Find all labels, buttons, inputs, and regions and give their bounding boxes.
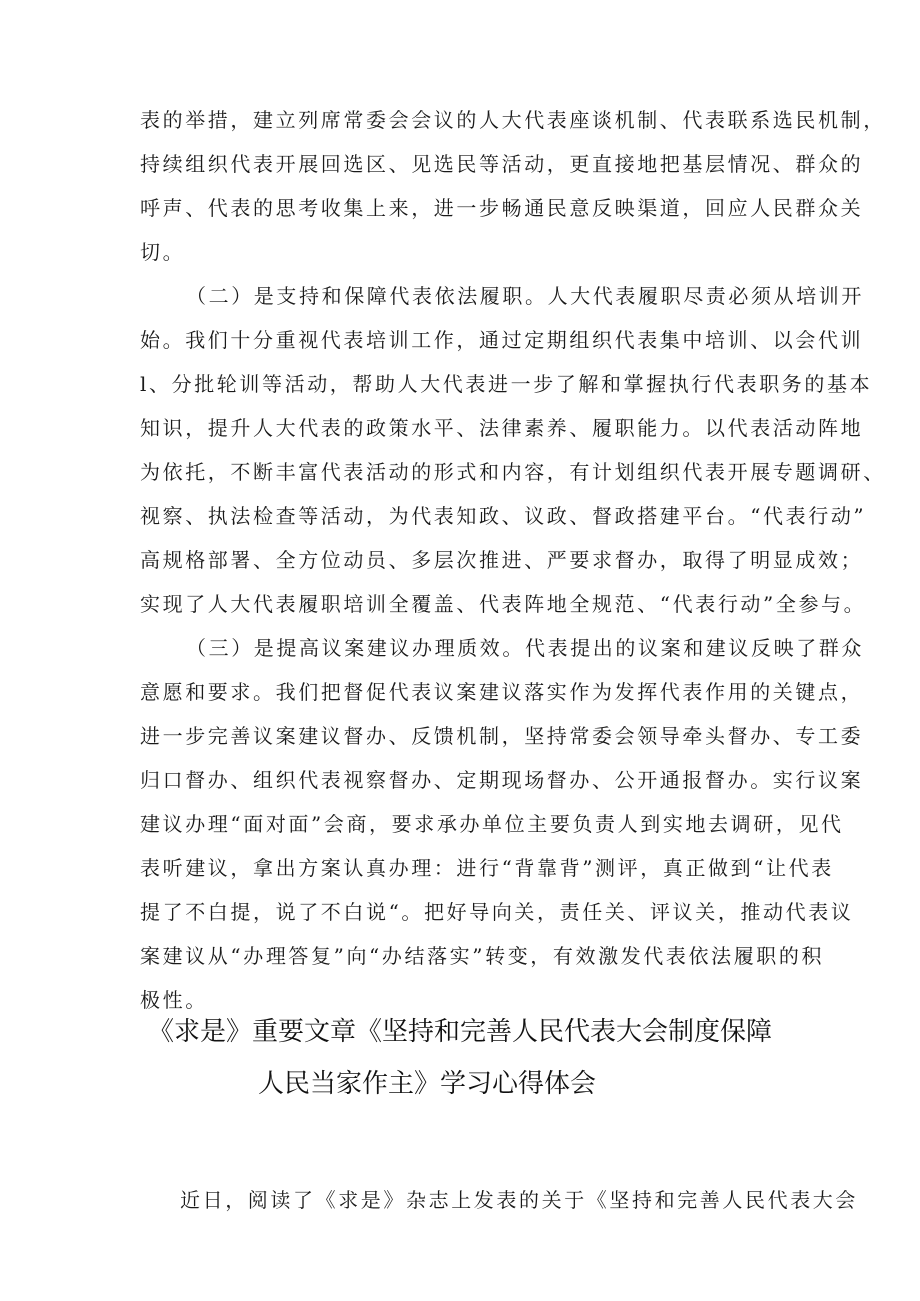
article-title-line-1: 《求是》重要文章《坚持和完善人民代表大会制度保障 (147, 1017, 772, 1047)
article-title-line-2: 人民当家作主》学习心得体会 (258, 1069, 597, 1099)
paragraph-line: 持续组织代表开展回选区、见选民等活动，更直接地把基层情况、群众的 (140, 152, 864, 176)
paragraph-line: 表听建议，拿出方案认真办理：进行“背靠背”测评，真正做到“让代表 (140, 856, 834, 880)
paragraph-line: 归口督办、组织代表视察督办、定期现场督办、公开通报督办。实行议案 (140, 768, 864, 792)
paragraph-line: 建议办理“面对面”会商，要求承办单位主要负责人到实地去调研，见代 (140, 812, 844, 836)
paragraph-line: 极性。 (140, 988, 208, 1012)
paragraph-line: 为依托，不断丰富代表活动的形式和内容，有计划组织代表开展专题调研、 (140, 460, 886, 484)
paragraph-line: 进一步完善议案建议督办、反馈机制，坚持常委会领导牵头督办、专工委 (140, 724, 864, 748)
paragraph-line: （二）是支持和保障代表依法履职。人大代表履职尽责必须从培训开 (186, 284, 864, 308)
paragraph-line: 高规格部署、全方位动员、多层次推进、严要求督办，取得了明显成效； (140, 548, 864, 572)
paragraph-line: 意愿和要求。我们把督促代表议案建议落实作为发挥代表作用的关键点， (140, 680, 864, 704)
paragraph-line: 呼声、代表的思考收集上来，进一步畅通民意反映渠道，回应人民群众关 (140, 196, 864, 220)
paragraph-line: 视察、执法检查等活动，为代表知政、议政、督政搭建平台。“代表行动” (140, 504, 867, 528)
intro-paragraph-line: 近日，阅读了《求是》杂志上发表的关于《坚持和完善人民代表大会 (180, 1188, 858, 1212)
paragraph-line: （三）是提高议案建议办理质效。代表提出的议案和建议反映了群众 (186, 636, 864, 660)
paragraph-line: 知识，提升人大代表的政策水平、法律素养、履职能力。以代表活动阵地 (140, 416, 864, 440)
paragraph-line: 切。 (140, 240, 186, 264)
paragraph-line: 表的举措，建立列席常委会会议的人大代表座谈机制、代表联系选民机制， (140, 108, 886, 132)
paragraph-line: 案建议从“办理答复”向“办结落实”转变，有效激发代表依法履职的积 (140, 944, 825, 968)
paragraph-line: 始。我们十分重视代表培训工作，通过定期组织代表集中培训、以会代训 (140, 328, 864, 352)
paragraph-line: 提了不白提，说了不白说“。把好导向关，责任关、评议关，推动代表议 (140, 900, 854, 924)
paragraph-line: 实现了人大代表履职培训全覆盖、代表阵地全规范、“代表行动”全参与。 (140, 592, 867, 616)
paragraph-line: l、分批轮训等活动，帮助人大代表进一步了解和掌握执行代表职务的基本 (140, 372, 873, 396)
